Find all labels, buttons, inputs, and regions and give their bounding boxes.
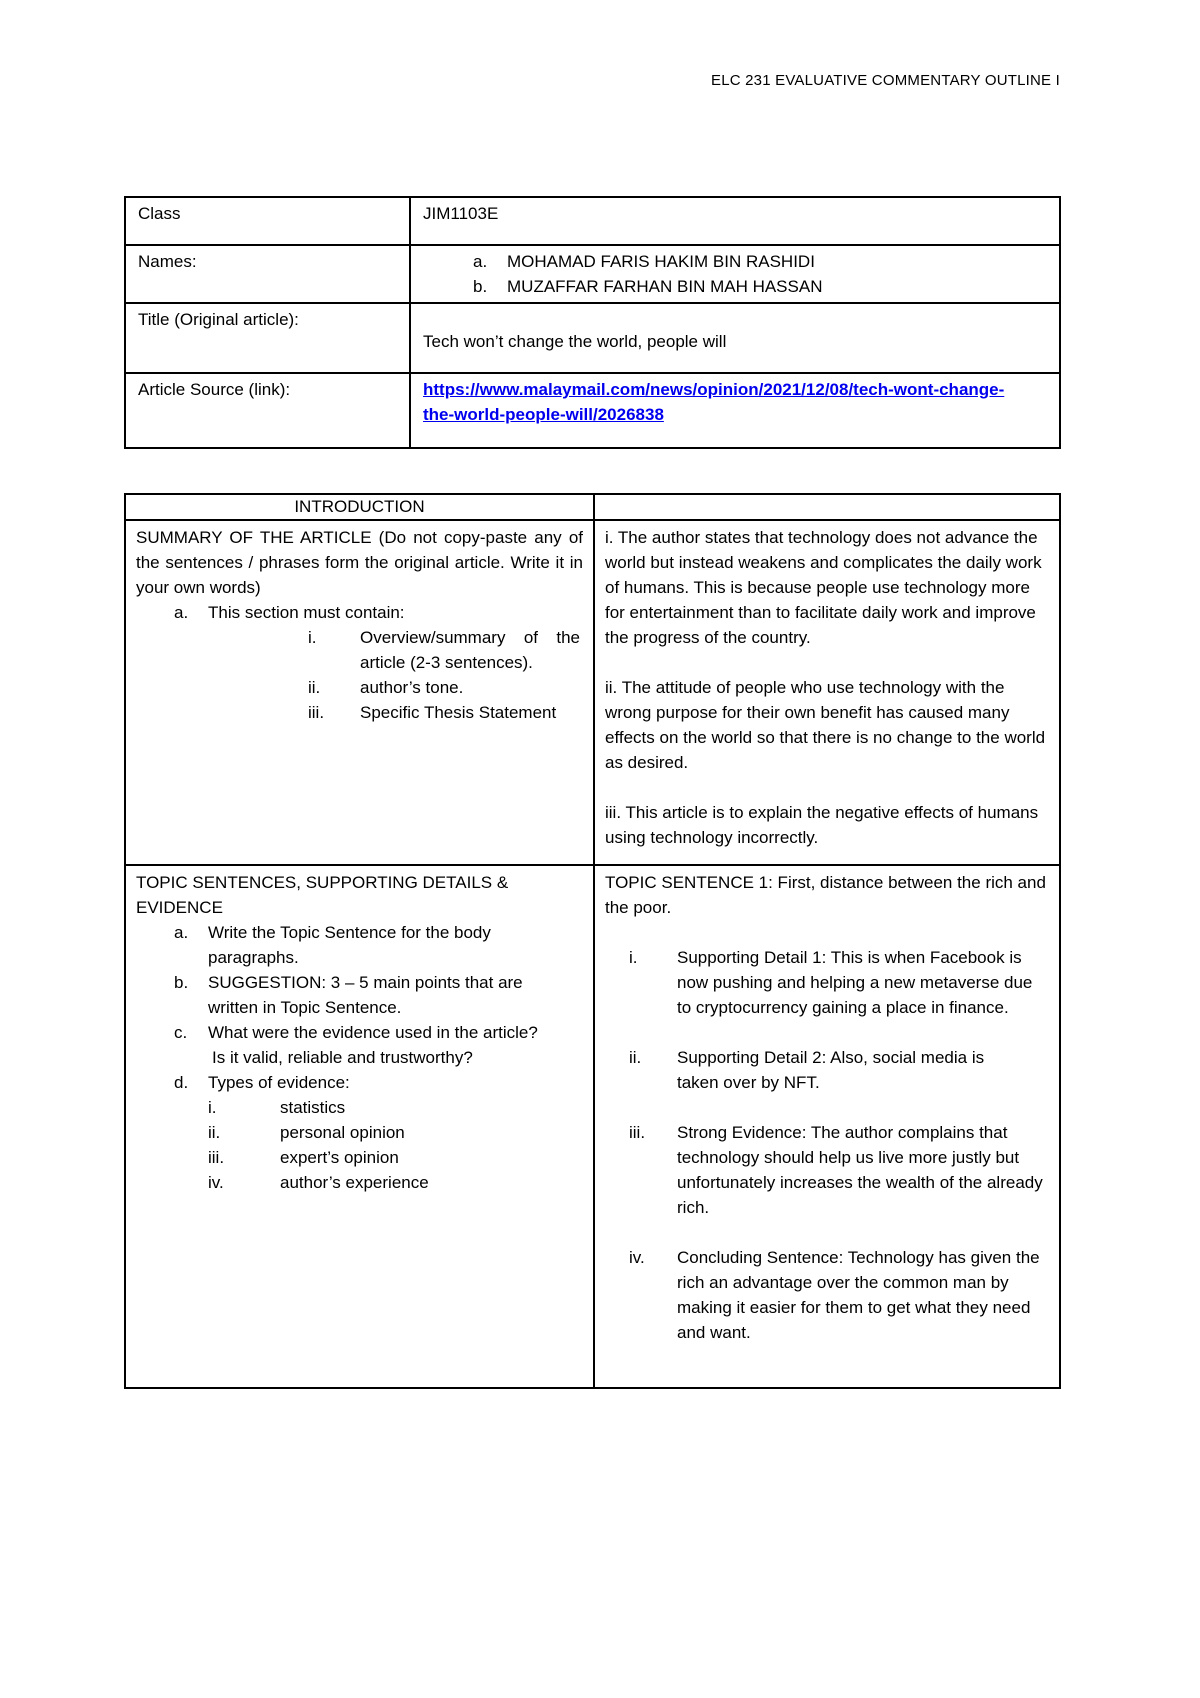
evidence-type-item [136, 1120, 583, 1145]
detail-item [605, 945, 1049, 1020]
detail-item [605, 1045, 1049, 1095]
summary-answer: iii. This article is to explain the negative effects of humans using technology incorrectly. [605, 803, 1039, 847]
detail-marker: iii. [629, 1123, 646, 1142]
name-text: MOHAMAD FARIS HAKIM BIN RASHIDI [507, 252, 815, 271]
topic-instr-text: Types of evidence: [208, 1073, 350, 1092]
names-list [410, 245, 1060, 303]
topic-instructions-cell [125, 865, 594, 1388]
names-label: Names: [125, 245, 410, 303]
topic-instr-text: What were the evidence used in the article? [208, 1023, 538, 1042]
topic-sentence: TOPIC SENTENCE 1: First, distance between the rich and the poor. [605, 873, 1046, 917]
topic-instr-marker: d. [174, 1073, 189, 1092]
summary-answers-cell [594, 520, 1060, 865]
evidence-type-item [136, 1170, 583, 1195]
summary-req-marker: ii. [308, 678, 321, 697]
topic-instr-text: SUGGESTION: 3 – 5 main points that are written in Topic Sentence. [208, 973, 523, 1017]
summary-req-item [136, 700, 583, 725]
evidence-type-text: personal opinion [280, 1123, 405, 1142]
topic-instr-item [136, 1070, 583, 1095]
summary-instructions: SUMMARY OF THE ARTICLE (Do not copy-paste any of the sentences / phrases form the original article. Write it in your own words) [136, 528, 583, 597]
evidence-type-text: statistics [280, 1098, 346, 1117]
topic-heading: TOPIC SENTENCES, SUPPORTING DETAILS & EVIDENCE [136, 873, 509, 917]
topic-instr-item [136, 970, 583, 1020]
summary-req-text: Specific Thesis Statement [360, 703, 557, 722]
evidence-type-item [136, 1145, 583, 1170]
detail-marker: iv. [629, 1248, 645, 1267]
summary-a-marker: a. [174, 603, 189, 622]
summary-section-item [136, 600, 583, 625]
detail-marker: ii. [629, 1048, 642, 1067]
topic-instr-item [136, 1020, 583, 1045]
evidence-type-text: author’s experience [280, 1173, 429, 1192]
title-value: Tech won’t change the world, people will [423, 332, 727, 351]
detail-item [605, 1120, 1049, 1220]
page-header: ELC 231 EVALUATIVE COMMENTARY OUTLINE I [710, 72, 1060, 89]
topic-answers-cell [594, 865, 1060, 1388]
intro-heading-blank [594, 494, 1060, 520]
summary-a-text: This section must contain: [208, 603, 405, 622]
topic-instr-extra: Is it valid, reliable and trustworthy? [212, 1048, 473, 1067]
class-value: JIM1103E [410, 197, 1060, 245]
summary-req-marker: iii. [308, 703, 325, 722]
outline-table [124, 493, 1061, 1389]
source-line-2: the-world-people-will/2026838 [423, 405, 664, 424]
detail-marker: i. [629, 948, 638, 967]
name-item [423, 249, 1047, 274]
name-marker: b. [473, 277, 488, 296]
source-line-1: https://www.malaymail.com/news/opinion/2021/12/08/tech-wont-change- [423, 380, 1005, 399]
evidence-type-marker: i. [208, 1098, 217, 1117]
evidence-type-marker: iv. [208, 1173, 224, 1192]
summary-answer: i. The author states that technology does not advance the world but instead weakens and complicates the daily work of humans. This is because people use technology more for entertainment than to facilitate daily work and improve the progress of the country. [605, 528, 1042, 647]
summary-instructions-cell [125, 520, 594, 865]
title-label: Title (Original article): [125, 303, 410, 373]
summary-req-item [136, 625, 583, 675]
topic-instr-marker: c. [174, 1023, 188, 1042]
title-cell [410, 303, 1060, 373]
evidence-type-marker: iii. [208, 1148, 225, 1167]
topic-instr-text: Write the Topic Sentence for the body paragraphs. [208, 923, 491, 967]
name-text: MUZAFFAR FARHAN BIN MAH HASSAN [507, 277, 823, 296]
class-label: Class [125, 197, 410, 245]
source-cell [410, 373, 1060, 448]
topic-instr-marker: b. [174, 973, 189, 992]
summary-answer: ii. The attitude of people who use technology with the wrong purpose for their own benefit has caused many effects on the world so that there is no change to the world as desired. [605, 678, 1046, 772]
evidence-type-text: expert’s opinion [280, 1148, 399, 1167]
summary-req-marker: i. [308, 628, 317, 647]
detail-text: Concluding Sentence: Technology has given the rich an advantage over the common man by making it easier for them to get what they need and want. [677, 1248, 1040, 1342]
evidence-type-item [136, 1095, 583, 1120]
info-table [124, 196, 1061, 449]
name-marker: a. [473, 252, 488, 271]
detail-text: Supporting Detail 2: Also, social media is taken over by NFT. [677, 1048, 985, 1092]
evidence-type-marker: ii. [208, 1123, 221, 1142]
article-source-link[interactable] [423, 380, 1004, 424]
source-label: Article Source (link): [125, 373, 410, 448]
detail-text: Supporting Detail 1: This is when Facebook is now pushing and helping a new metaverse due to cryptocurrency gaining a place in finance. [677, 948, 1033, 1017]
name-item [423, 274, 1047, 299]
summary-req-text: Overview/summary of the article (2-3 sentences). [360, 628, 580, 672]
topic-instr-item [136, 920, 583, 970]
detail-item [605, 1245, 1049, 1345]
detail-text: Strong Evidence: The author complains that technology should help us live more justly but unfortunately increases the wealth of the already rich. [677, 1123, 1043, 1217]
summary-req-item [136, 675, 583, 700]
topic-instr-marker: a. [174, 923, 189, 942]
intro-heading: INTRODUCTION [125, 494, 594, 520]
summary-req-text: author’s tone. [360, 678, 464, 697]
